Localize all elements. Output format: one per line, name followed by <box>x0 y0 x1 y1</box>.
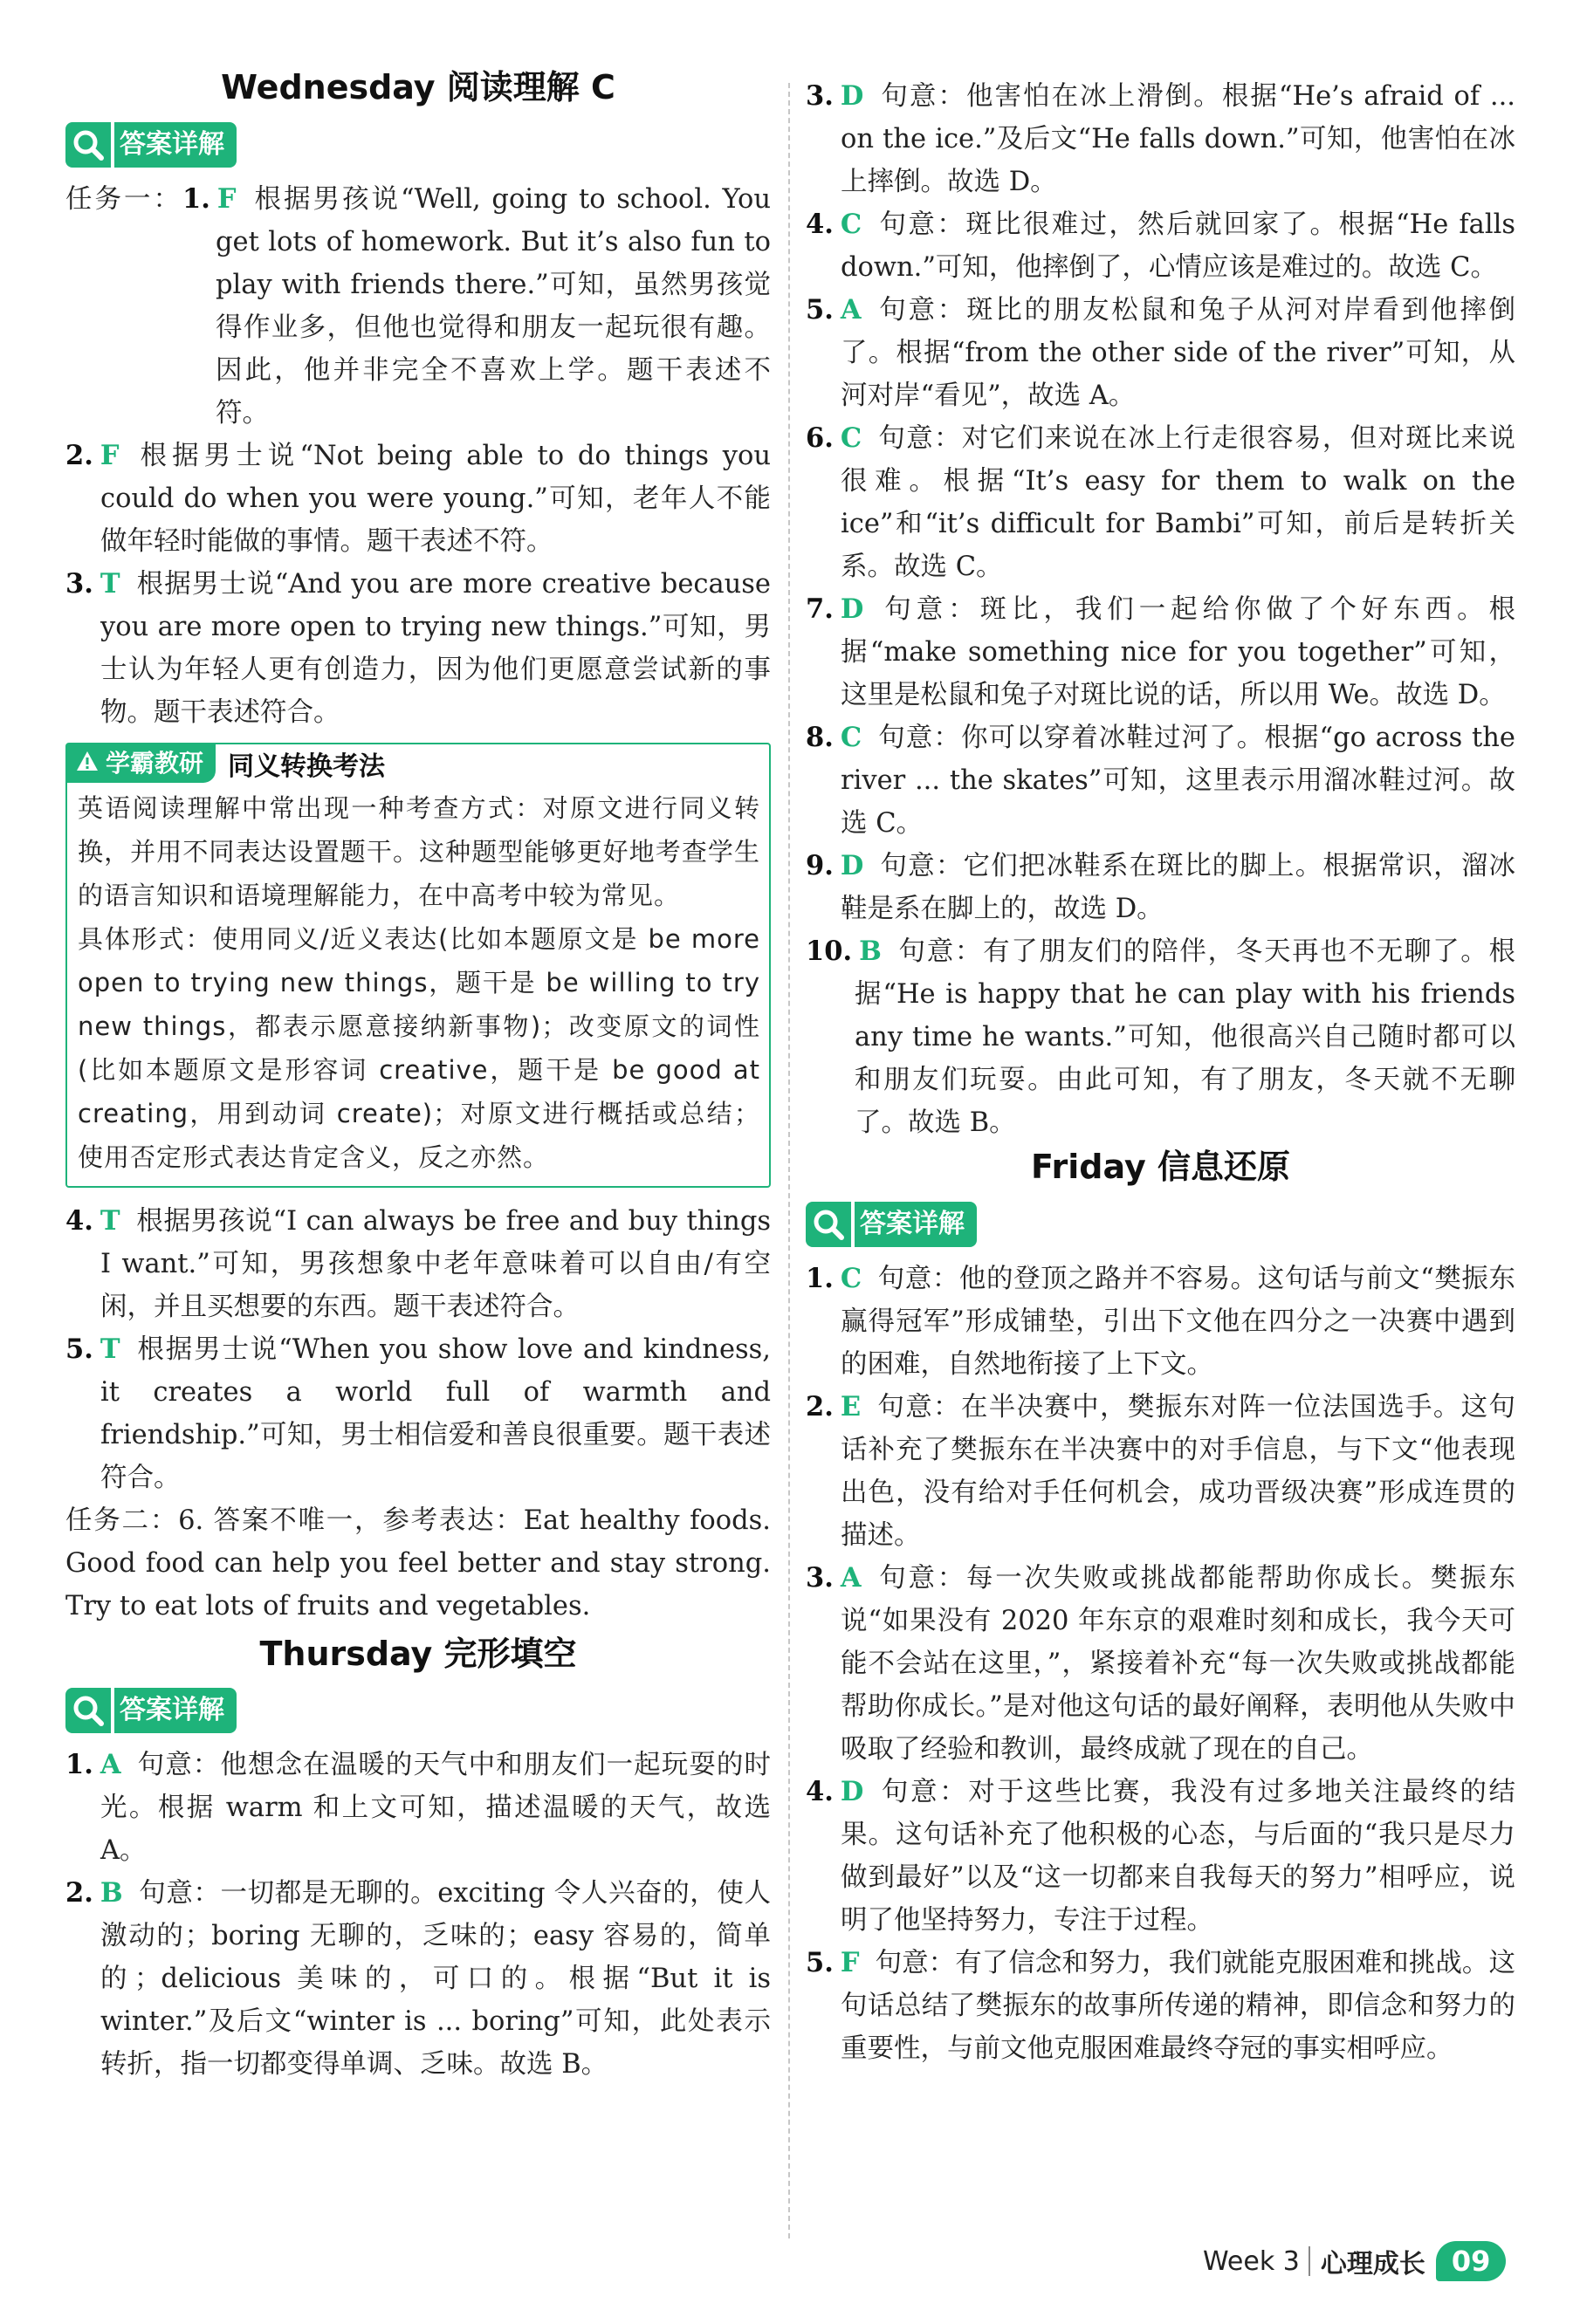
answer-badge-thursday <box>65 1688 771 1733</box>
tip-header <box>67 744 760 783</box>
warning-icon <box>76 744 99 783</box>
thursday-title: Thursday 完形填空 <box>259 1634 577 1673</box>
answer-item: 任务一：1. F 根据男孩说“Well, going to school. You get lots of homework. But it’s also fun to play with friends there.”可知，虽然男孩觉得作业多，但他也觉得和朋友一起玩很有趣。因此，他并非完全不喜欢上学。题干表述不符。 <box>65 182 771 428</box>
right-column <box>806 75 1515 2070</box>
badge-label: 答案详解 <box>114 122 237 168</box>
answer-item: 5. F 句意：有了信念和努力，我们就能克服困难和挑战。这句话总结了樊振东的故事所传递的精神，即信念和努力的重要性，与前文他克服困难最终夺冠的事实相呼应。 <box>806 1946 1515 2064</box>
topic-label: 心理成长 <box>1320 2249 1425 2279</box>
answer-item: 9. D 句意：它们把冰鞋系在斑比的脚上。根据常识，溜冰鞋是系在脚上的，故选 D。 <box>806 850 1515 924</box>
magnifier-icon <box>65 1688 111 1733</box>
page-footer <box>1194 2239 1506 2283</box>
tip-title: 同义转换考法 <box>228 751 386 782</box>
answer-item: 3. A 句意：每一次失败或挑战都能帮助你成长。樊振东说“如果没有 2020 年东京的艰难时刻和成长，我今天可能不会站在这里，”，紧接着补充“每一次失败或挑战都能帮助你成长。”是对他这句话的最好阐释，表明他从失败中吸取了经验和教训，最终成就了现在的自己。 <box>806 1561 1515 1765</box>
badge-label: 答案详解 <box>855 1202 977 1247</box>
task1-prefix: 任务一： <box>65 183 183 215</box>
answer-badge-wednesday <box>65 122 771 168</box>
tip-paragraph: 英语阅读理解中常出现一种考查方式：对原文进行同义转换，并用不同表达设置题干。这种题型能够更好地考查学生的语言知识和语境理解能力，在中高考中较为常见。 <box>78 792 760 910</box>
task2-answer: 任务二：6. 答案不唯一，参考表达：Eat healthy foods. Good food can help you feel better and stay strong. Try to eat lots of fruits and vegetables. <box>65 1505 771 1621</box>
answer-item: 2. F 根据男士说“Not being able to do things you could do when you were young.”可知，老年人不能做年轻时能做的事情。题干表述不符。 <box>65 439 771 557</box>
answer-item: 8. C 句意：你可以穿着冰鞋过河了。根据“go across the river ... the skates”可知，这里表示用溜冰鞋过河。故选 C。 <box>806 722 1515 839</box>
answer-item: 2. B 句意：一切都是无聊的。exciting 令人兴奋的，使人激动的；boring 无聊的，乏味的；easy 容易的，简单的；delicious 美味的，可口的。根据“But it is winter.”及后文“winter is ... boring”可知，此处表示转折，指一切都变得单调、乏味。故选 B。 <box>65 1877 771 2081</box>
answer-item: 4. D 句意：对于这些比赛，我没有过多地关注最终的结果。这句话补充了他积极的心态，与后面的“我只是尽力做到最好”以及“这一切都来自我每天的努力”相呼应，说明了他坚持努力，专注于过程。 <box>806 1775 1515 1936</box>
left-column <box>65 61 771 2086</box>
magnifier-icon <box>65 122 111 168</box>
friday-title: Friday 信息还原 <box>1031 1148 1290 1186</box>
column-divider <box>788 83 790 2238</box>
magnifier-icon <box>806 1202 851 1247</box>
tip-paragraph: 具体形式：使用同义/近义表达(比如本题原文是 be more open to trying new things，题干是 be willing to try new things，都表示愿意接纳新事物)；改变原文的词性(比如本题原文是形容词 creative，题干是 be good at creating，用到动词 create)；对原文进行概括或总结；使用否定形式表达肯定含义，反之亦然。 <box>78 923 760 1172</box>
answer-item: 5. A 句意：斑比的朋友松鼠和兔子从河对岸看到他摔倒了。根据“from the other side of the river”可知，从河对岸“看见”，故选 A。 <box>806 294 1515 411</box>
answer-item: 7. D 句意：斑比，我们一起给你做了个好东西。根据“make something nice for you together”可知，这里是松鼠和兔子对斑比说的话，所以用 We。故选 D。 <box>806 593 1515 710</box>
answer-item: 10. B 句意：有了朋友们的陪伴，冬天再也不无聊了。根据“He is happy that he can play with his friends any time he wants.”可知，他很高兴自己随时都可以和朋友们玩耍。由此可知，有了朋友，冬天就不无聊了。故选 B。 <box>806 936 1515 1138</box>
tip-box <box>65 743 771 1188</box>
answer-item: 3. T 根据男士说“And you are more creative because you are more open to trying new things.”可知，男士认为年轻人更有创造力，因为他们更愿意尝试新的事物。题干表述符合。 <box>65 567 771 728</box>
answer-item: 2. E 句意：在半决赛中，樊振东对阵一位法国选手。这句话补充了樊振东在半决赛中的对手信息，与下文“他表现出色，没有给对手任何机会，成功晋级决赛”形成连贯的描述。 <box>806 1390 1515 1551</box>
answer-item: 4. C 句意：斑比很难过，然后就回家了。根据“He falls down.”可知，他摔倒了，心情应该是难过的。故选 C。 <box>806 209 1515 283</box>
answer-item: 1. C 句意：他的登顶之路并不容易。这句话与前文“樊振东赢得冠军”形成铺垫，引出下文他在四分之一决赛中遇到的困难，自然地衔接了上下文。 <box>806 1262 1515 1380</box>
answer-badge-friday <box>806 1202 1515 1247</box>
answer-item: 6. C 句意：对它们来说在冰上行走很容易，但对斑比来说很难。根据“It’s easy for them to walk on the ice”和“it’s difficult for Bambi”可知，前后是转折关系。故选 C。 <box>806 422 1515 582</box>
answer-item: 3. D 句意：他害怕在冰上滑倒。根据“He’s afraid of ... on the ice.”及后文“He falls down.”可知，他害怕在冰上摔倒。故选 D。 <box>806 80 1515 197</box>
week-label: Week 3 <box>1203 2245 1300 2277</box>
badge-label: 答案详解 <box>114 1688 237 1733</box>
answer-item: 4. T 根据男孩说“I can always be free and buy things I want.”可知，男孩想象中老年意味着可以自由/有空闲，并且买想要的东西。题干表述符合。 <box>65 1204 771 1322</box>
answer-item: 1. A 句意：他想念在温暖的天气中和朋友们一起玩耍的时光。根据 warm 和上文可知，描述温暖的天气，故选 A。 <box>65 1749 771 1867</box>
tip-badge: 学霸教研 <box>67 744 216 783</box>
wednesday-title: Wednesday 阅读理解 C <box>221 68 615 106</box>
page-number: 09 <box>1436 2241 1507 2281</box>
answer-item: 5. T 根据男士说“When you show love and kindness, it creates a world full of warmth and friendship.”可知，男士相信爱和善良很重要。题干表述符合。 <box>65 1333 771 1493</box>
